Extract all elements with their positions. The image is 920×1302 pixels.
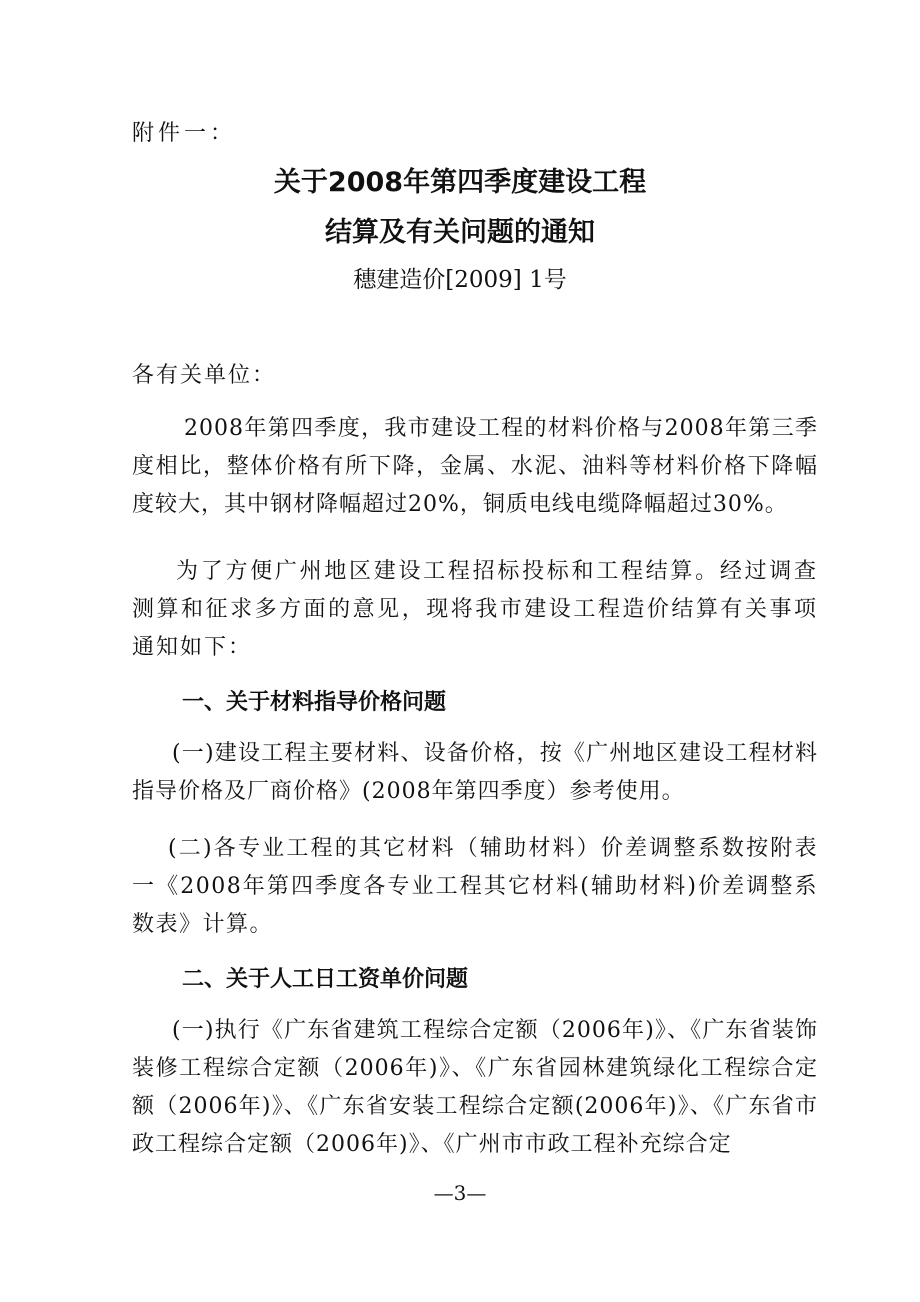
section-2-item-1: (一)执行《广东省建筑工程综合定额（2006年)》、《广东省装饰装修工程综合定额（2006年)》、《广东省园林建筑绿化工程综合定额（2006年)》、《广东省安装工程综合定额(2006年)》、《广东省市政工程综合定额（2006年)》、《广州市市政工程补充综合定: [132, 1018, 818, 1157]
title-line-2: 结算及有关问题的通知: [325, 217, 595, 248]
paragraph-intro: 2008年第四季度，我市建设工程的材料价格与2008年第三季度相比，整体价格有所下降，金属、水泥、油料等材料价格下降幅度较大，其中钢材降幅超过20%，铜质电线电缆降幅超过30%。: [132, 416, 818, 517]
greeting: 各有关单位：: [132, 363, 277, 388]
section-1-item-1: (一)建设工程主要材料、设备价格，按《广州地区建设工程材料指导价格及厂商价格》(2008年第四季度）参考使用。: [132, 741, 818, 804]
paragraph-purpose: 为了方便广州地区建设工程招标投标和工程结算。经过调查测算和征求多方面的意见，现将我市建设工程造价结算有关事项通知如下：: [132, 559, 818, 660]
page-number: —3—: [433, 1181, 487, 1205]
section-1-item-2: (二)各专业工程的其它材料（辅助材料）价差调整系数按附表一《2008年第四季度各专业工程其它材料(辅助材料)价差调整系数表》计算。: [132, 836, 818, 937]
section-1-heading: 一、关于材料指导价格问题: [182, 690, 447, 715]
section-2-heading: 二、关于人工日工资单价问题: [182, 967, 469, 992]
attachment-label: 附件一：: [132, 121, 237, 146]
document-number: 穗建造价[2009] 1号: [353, 267, 567, 293]
title-line-1: 关于2008年第四季度建设工程: [273, 167, 647, 198]
